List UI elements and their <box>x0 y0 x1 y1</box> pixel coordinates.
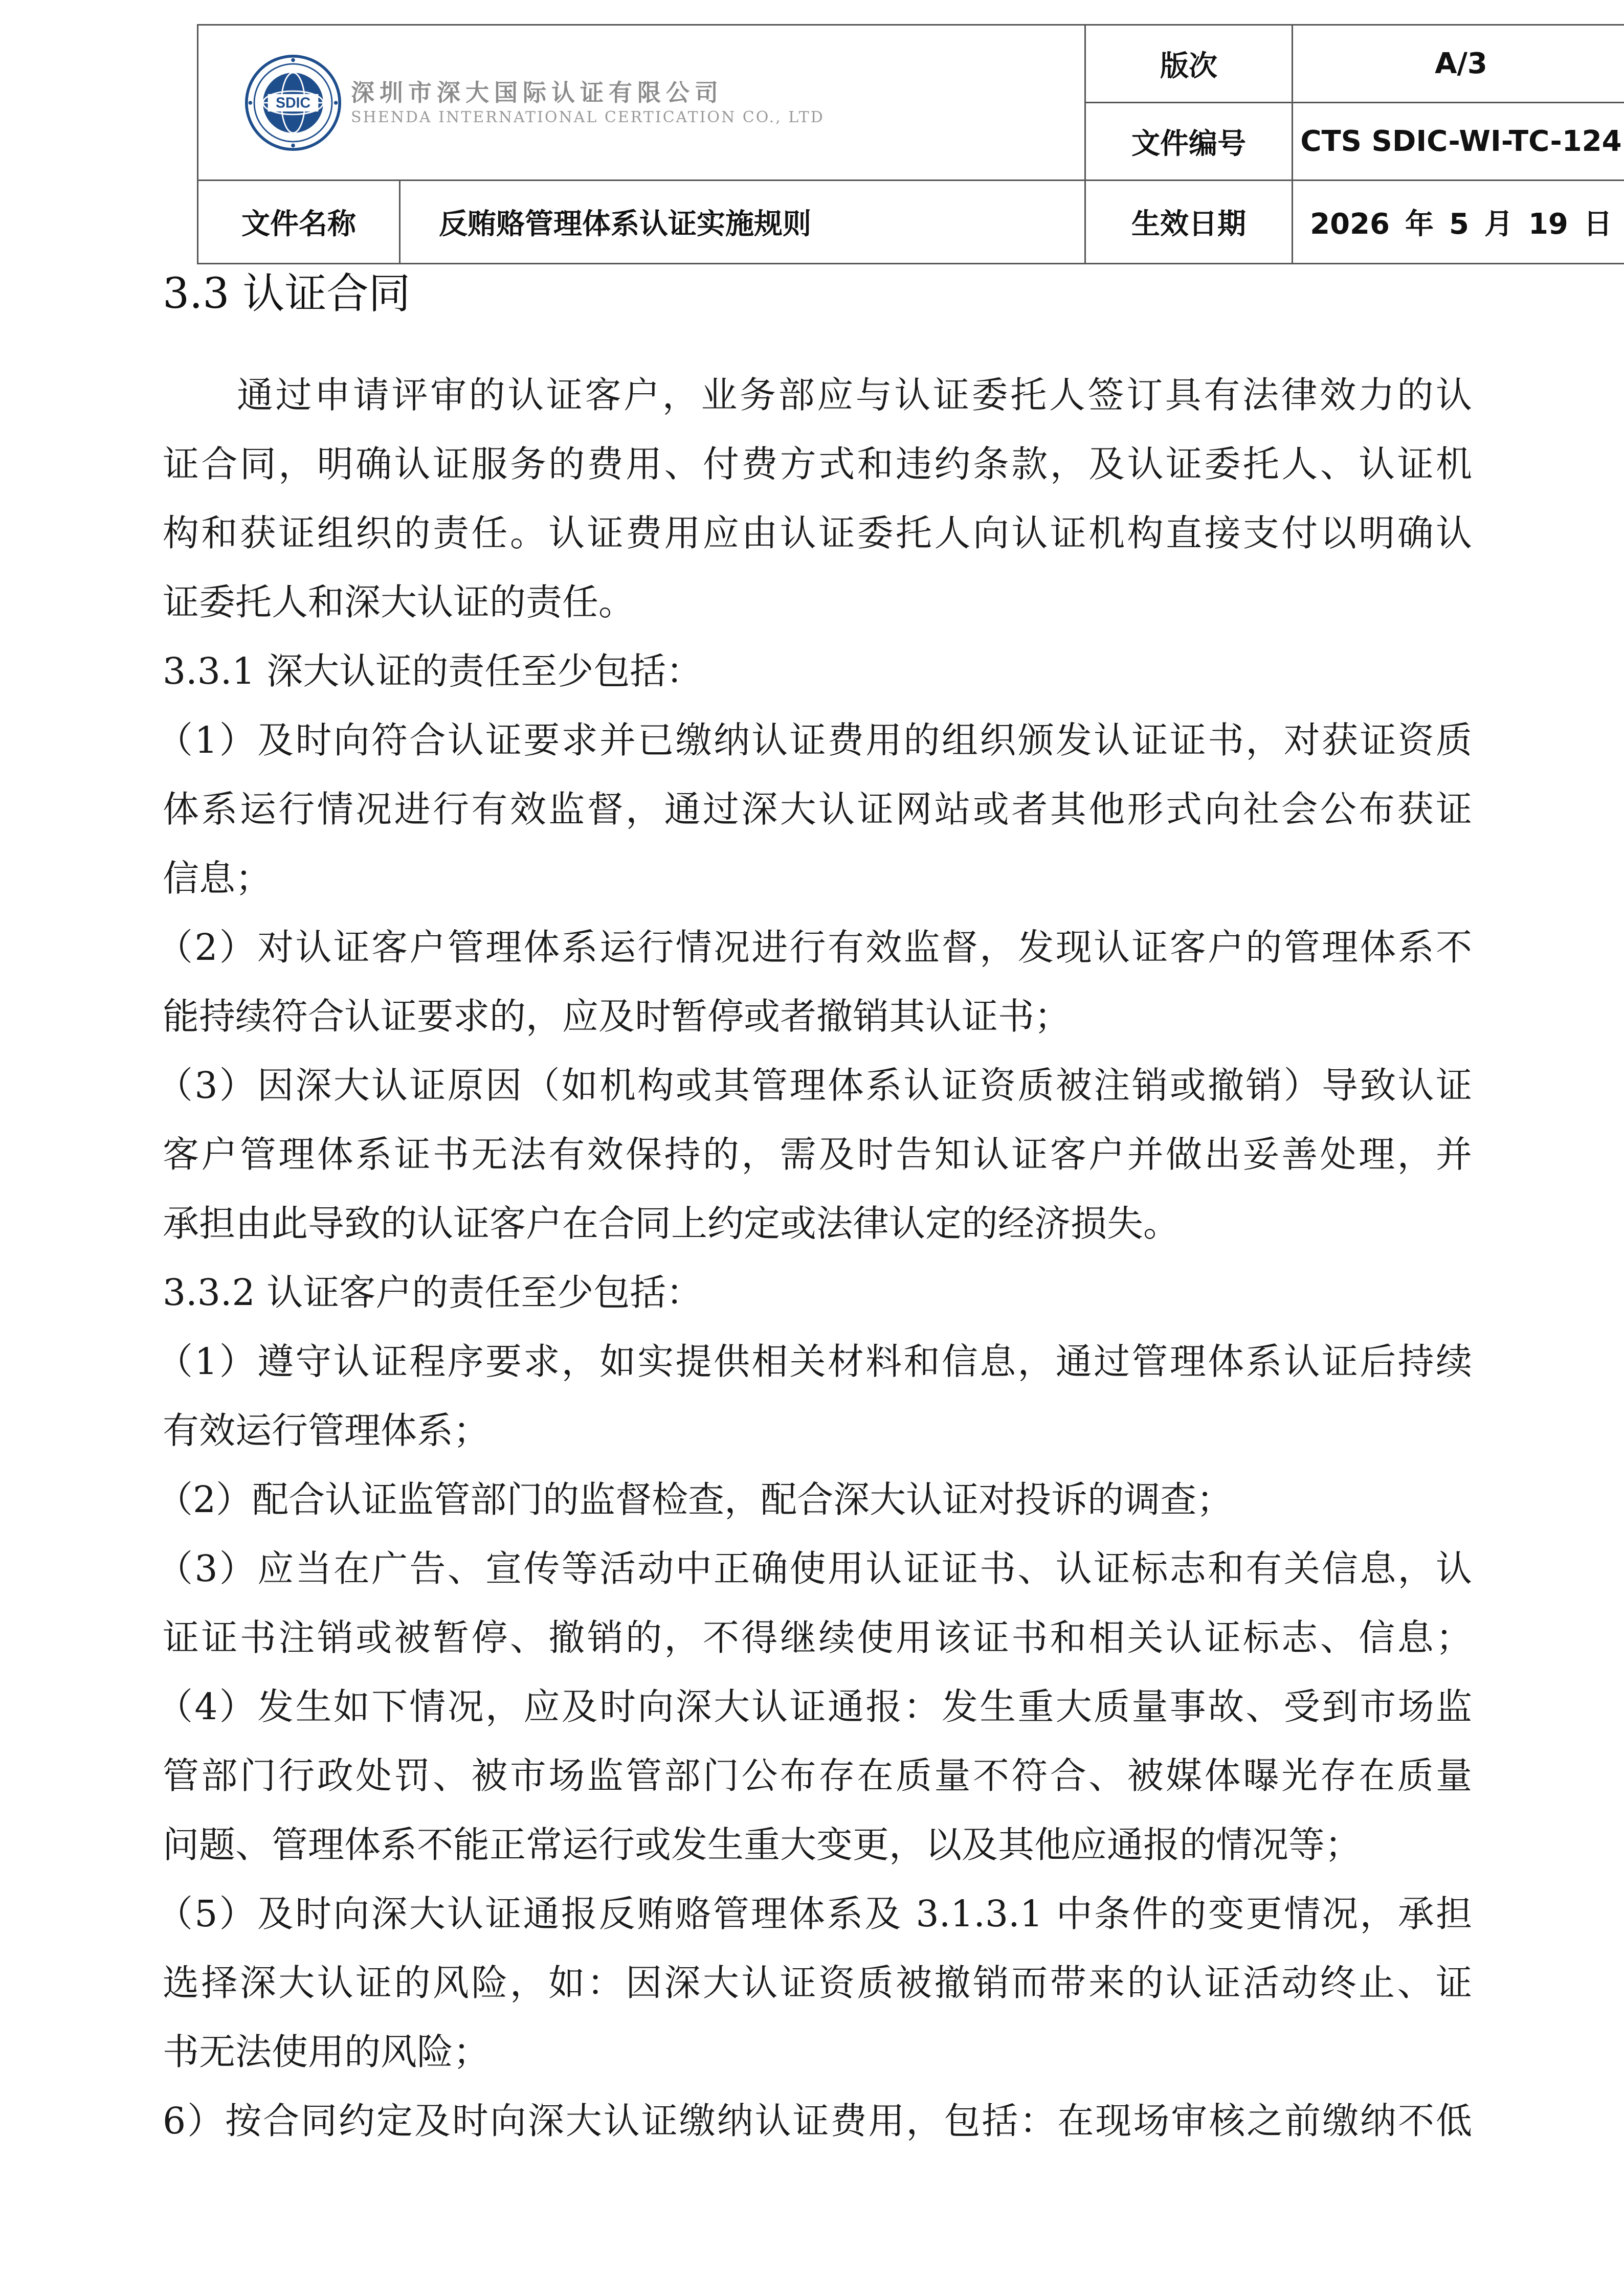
subsection-heading-3-3-2: 3.3.2 认证客户的责任至少包括： <box>163 1271 703 1314</box>
paragraph-line: （1）遵守认证程序要求，如实提供相关材料和信息，通过管理体系认证后持续 <box>157 1340 1472 1383</box>
effective-month-unit: 月 <box>1484 208 1513 241</box>
effective-day-unit: 日 <box>1583 208 1612 241</box>
list-item <box>157 1327 1472 1465</box>
paragraph-line: 信息； <box>163 857 272 899</box>
effective-year-unit: 年 <box>1405 208 1434 241</box>
paragraph-line: （3）因深大认证原因（如机构或其管理体系认证资质被注销或撤销）导致认证 <box>157 1064 1472 1107</box>
paragraph-line: 证证书注销或被暂停、撤销的，不得继续使用该证书和相关认证标志、信息； <box>163 1616 1472 1659</box>
paragraph-line: 构和获证组织的责任。认证费用应由认证委托人向认证机构直接支付以明确认 <box>163 512 1472 554</box>
doc-number-value: CTS SDIC-WI-TC-124 <box>1293 103 1624 181</box>
list-item <box>157 1534 1472 1672</box>
paragraph-line: 证委托人和深大认证的责任。 <box>163 581 635 623</box>
company-seal-icon <box>244 54 342 151</box>
paragraph-line: （4）发生如下情况，应及时向深大认证通报：发生重大质量事故、受到市场监 <box>157 1685 1472 1728</box>
subsection-heading-3-3-1: 3.3.1 深大认证的责任至少包括： <box>163 650 703 692</box>
paragraph-line: （2）对认证客户管理体系运行情况进行有效监督，发现认证客户的管理体系不 <box>157 926 1472 969</box>
effective-year: 2026 <box>1310 208 1390 241</box>
paragraph-line: 体系运行情况进行有效监督，通过深大认证网站或者其他形式向社会公布获证 <box>163 788 1472 830</box>
paragraph-line: 选择深大认证的风险，如：因深大认证资质被撤销而带来的认证活动终止、证 <box>163 1962 1472 2004</box>
list-item <box>157 1051 1472 1258</box>
list-item <box>157 913 1472 1051</box>
effective-date-label: 生效日期 <box>1085 181 1293 264</box>
doc-number-label: 文件编号 <box>1085 103 1293 181</box>
doc-name-value: 反贿赂管理体系认证实施规则 <box>400 181 1085 264</box>
effective-date-value <box>1293 181 1624 264</box>
list-item <box>163 2086 1472 2155</box>
paragraph-line: 6）按合同约定及时向深大认证缴纳认证费用，包括：在现场审核之前缴纳不低 <box>163 2100 1472 2142</box>
paragraph-line: 客户管理体系证书无法有效保持的，需及时告知认证客户并做出妥善处理，并 <box>163 1133 1472 1176</box>
paragraph-line: （5）及时向深大认证通报反贿赂管理体系及 3.1.3.1 中条件的变更情况，承担 <box>157 1893 1472 1935</box>
list-item <box>157 1879 1472 2086</box>
version-label: 版次 <box>1085 25 1293 103</box>
paragraph-line: 问题、管理体系不能正常运行或发生重大变更，以及其他应通报的情况等； <box>163 1824 1362 1866</box>
version-value: A/3 <box>1293 25 1624 103</box>
paragraph-line: 承担由此导致的认证客户在合同上约定或法律认定的经济损失。 <box>163 1202 1180 1245</box>
document-header-table <box>197 24 1624 264</box>
svg-text:SDIC: SDIC <box>275 95 311 111</box>
intro-paragraph <box>163 361 1472 637</box>
paragraph-line: 管部门行政处罚、被市场监管部门公布存在质量不符合、被媒体曝光存在质量 <box>163 1754 1472 1797</box>
effective-day: 19 <box>1528 208 1568 241</box>
company-name-cn: 深圳市深大国际认证有限公司 <box>351 79 723 106</box>
company-logo <box>198 26 1084 179</box>
paragraph-line: 有效运行管理体系； <box>163 1409 490 1452</box>
effective-month: 5 <box>1449 208 1469 241</box>
list-item <box>157 1465 1472 1534</box>
paragraph-line: （2）配合认证监管部门的监督检查，配合深大认证对投诉的调查； <box>157 1478 1233 1521</box>
paragraph-line: 书无法使用的风险； <box>163 2031 490 2073</box>
company-name-en: SHENDA INTERNATIONAL CERTICATION CO., LTD <box>351 108 825 126</box>
document-body <box>157 258 1472 2155</box>
doc-name-label: 文件名称 <box>198 181 400 264</box>
section-heading: 3.3 认证合同 <box>163 269 411 318</box>
paragraph-line: 证合同，明确认证服务的费用、付费方式和违约条款，及认证委托人、认证机 <box>163 443 1472 485</box>
paragraph-line: 通过申请评审的认证客户，业务部应与认证委托人签订具有法律效力的认 <box>237 374 1472 416</box>
paragraph-line: （3）应当在广告、宣传等活动中正确使用认证证书、认证标志和有关信息，认 <box>157 1547 1472 1590</box>
list-item <box>157 706 1472 913</box>
paragraph-line: 能持续符合认证要求的，应及时暂停或者撤销其认证书； <box>163 995 1071 1038</box>
company-logo-cell <box>198 25 1085 181</box>
list-item <box>157 1672 1472 1879</box>
paragraph-line: （1）及时向符合认证要求并已缴纳认证费用的组织颁发认证证书，对获证资质 <box>157 719 1472 761</box>
